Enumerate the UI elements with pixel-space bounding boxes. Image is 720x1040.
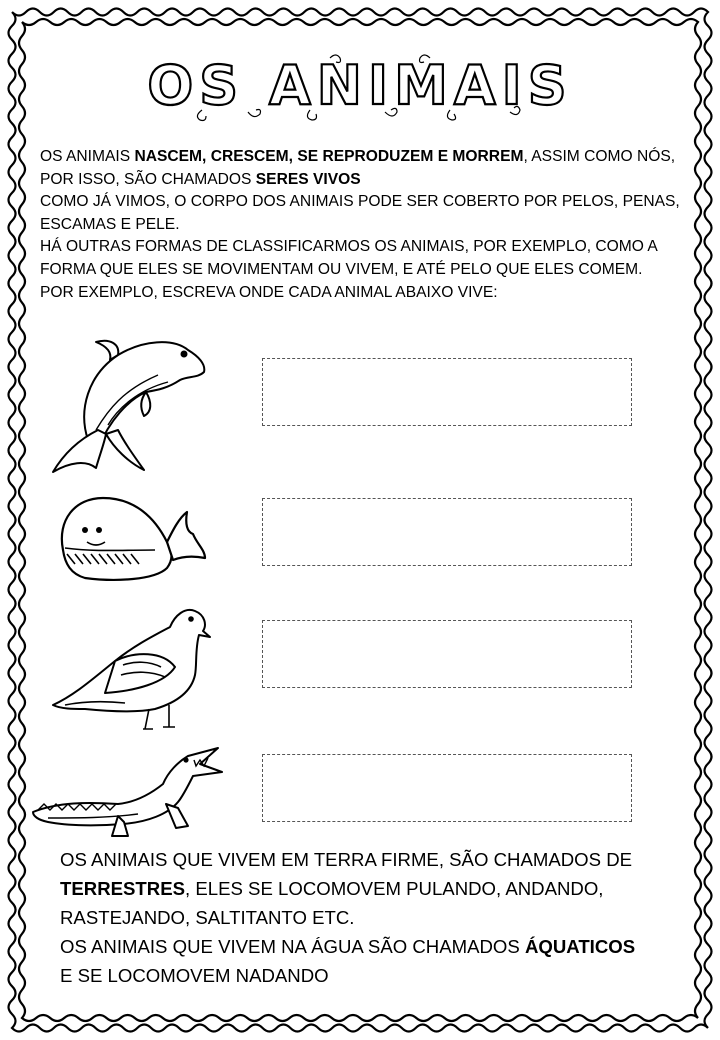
intro-line: POR EXEMPLO, ESCREVA ONDE CADA ANIMAL ABAIXO VIVE: [40,283,498,301]
footer-line: OS ANIMAIS QUE VIVEM EM TERRA FIRME, SÃO CHAMADOS DE [60,849,633,870]
page-title [0,52,720,122]
whale-illustration [55,490,210,585]
intro-line: POR ISSO, SÃO CHAMADOS SERES VIVOS [40,170,361,188]
footer-line: TERRESTRES, ELES SE LOCOMOVEM PULANDO, ANDANDO, [60,878,604,899]
footer-line: OS ANIMAIS QUE VIVEM NA ÁGUA SÃO CHAMADOS ÁQUATICOS [60,936,636,957]
footer-line: RASTEJANDO, SALTITANTO ETC. [60,907,355,928]
intro-line: COMO JÁ VIMOS, O CORPO DOS ANIMAIS PODE SER COBERTO POR PELOS, PENAS, [40,193,680,211]
intro-line: FORMA QUE ELES SE MOVIMENTAM OU VIVEM, E ATÉ PELO QUE ELES COMEM. [40,260,643,278]
footer-text [60,845,700,990]
dolphin-illustration [48,330,213,478]
intro-line: HÁ OUTRAS FORMAS DE CLASSIFICARMOS OS ANIMAIS, POR EXEMPLO, COMO A [40,238,658,256]
intro-text [40,146,690,304]
footer-line: E SE LOCOMOVEM NADANDO [60,965,329,986]
intro-line: OS ANIMAIS NASCEM, CRESCEM, SE REPRODUZEM E MORREM, ASSIM COMO NÓS, [40,148,676,165]
title-text: OS ANIMAIS [147,54,573,117]
answer-box-pigeon[interactable] [262,620,632,688]
answer-box-crocodile[interactable] [262,754,632,822]
answer-box-dolphin[interactable] [262,358,632,426]
answer-box-whale[interactable] [262,498,632,566]
pigeon-illustration [45,605,215,735]
intro-line: ESCAMAS E PELE. [40,215,180,233]
crocodile-illustration [28,742,223,842]
